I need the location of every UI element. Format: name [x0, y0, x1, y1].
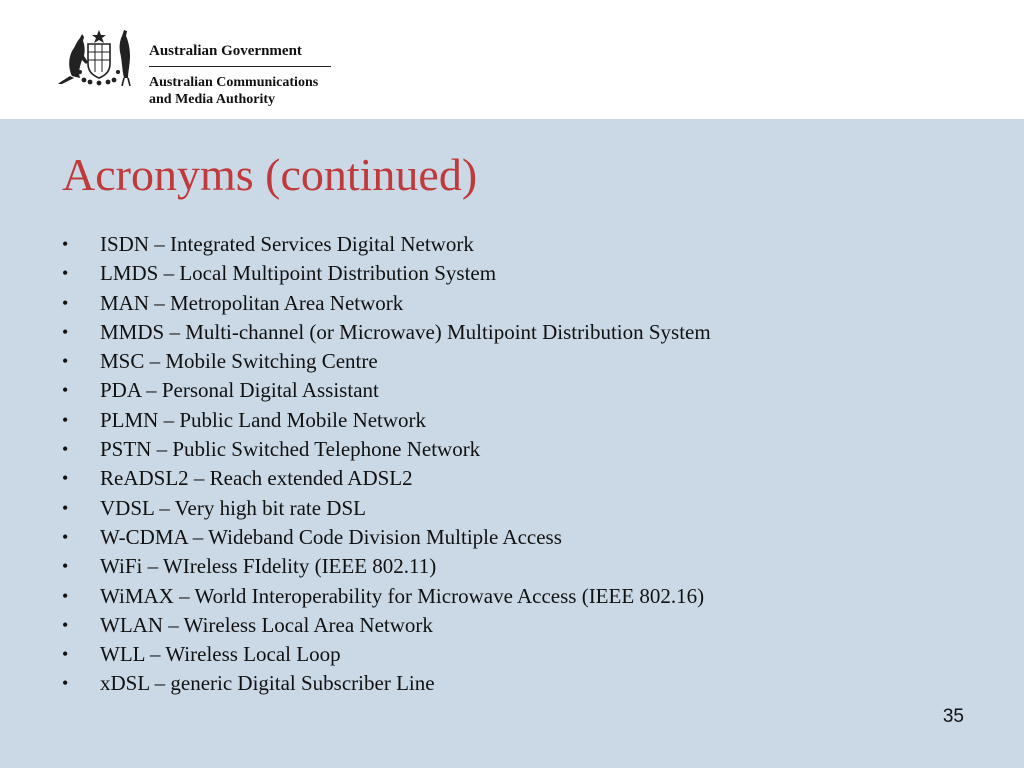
- commonwealth-coat-of-arms-icon: [58, 26, 140, 88]
- list-item: • ReADSL2 – Reach extended ADSL2: [62, 464, 711, 493]
- list-item: • LMDS – Local Multipoint Distribution System: [62, 259, 711, 288]
- list-item: • WLL – Wireless Local Loop: [62, 640, 711, 669]
- list-item: • WLAN – Wireless Local Area Network: [62, 611, 711, 640]
- agency-name-line2: and Media Authority: [149, 92, 276, 107]
- agency-name-line1: Australian Communications: [149, 75, 319, 90]
- list-item: • WiFi – WIreless FIdelity (IEEE 802.11): [62, 552, 711, 581]
- government-name: Australian Government: [149, 43, 302, 59]
- list-item: • PSTN – Public Switched Telephone Network: [62, 435, 711, 464]
- slide-title: Acronyms (continued): [62, 149, 478, 200]
- list-item: • MMDS – Multi-channel (or Microwave) Multipoint Distribution System: [62, 318, 711, 347]
- page-number: 35: [942, 706, 964, 727]
- list-item: • ISDN – Integrated Services Digital Network: [62, 230, 711, 259]
- list-item: • MSC – Mobile Switching Centre: [62, 347, 711, 376]
- wordmark-divider: [149, 66, 331, 67]
- list-item: • WiMAX – World Interoperability for Microwave Access (IEEE 802.16): [62, 582, 711, 611]
- list-item: • PLMN – Public Land Mobile Network: [62, 406, 711, 435]
- agency-wordmark: [149, 42, 331, 108]
- list-item: • xDSL – generic Digital Subscriber Line: [62, 669, 711, 698]
- header-banner: [0, 0, 1024, 119]
- list-item: • MAN – Metropolitan Area Network: [62, 289, 711, 318]
- list-item: • VDSL – Very high bit rate DSL: [62, 494, 711, 523]
- acronym-list: [62, 230, 711, 699]
- list-item: • PDA – Personal Digital Assistant: [62, 376, 711, 405]
- list-item: • W-CDMA – Wideband Code Division Multiple Access: [62, 523, 711, 552]
